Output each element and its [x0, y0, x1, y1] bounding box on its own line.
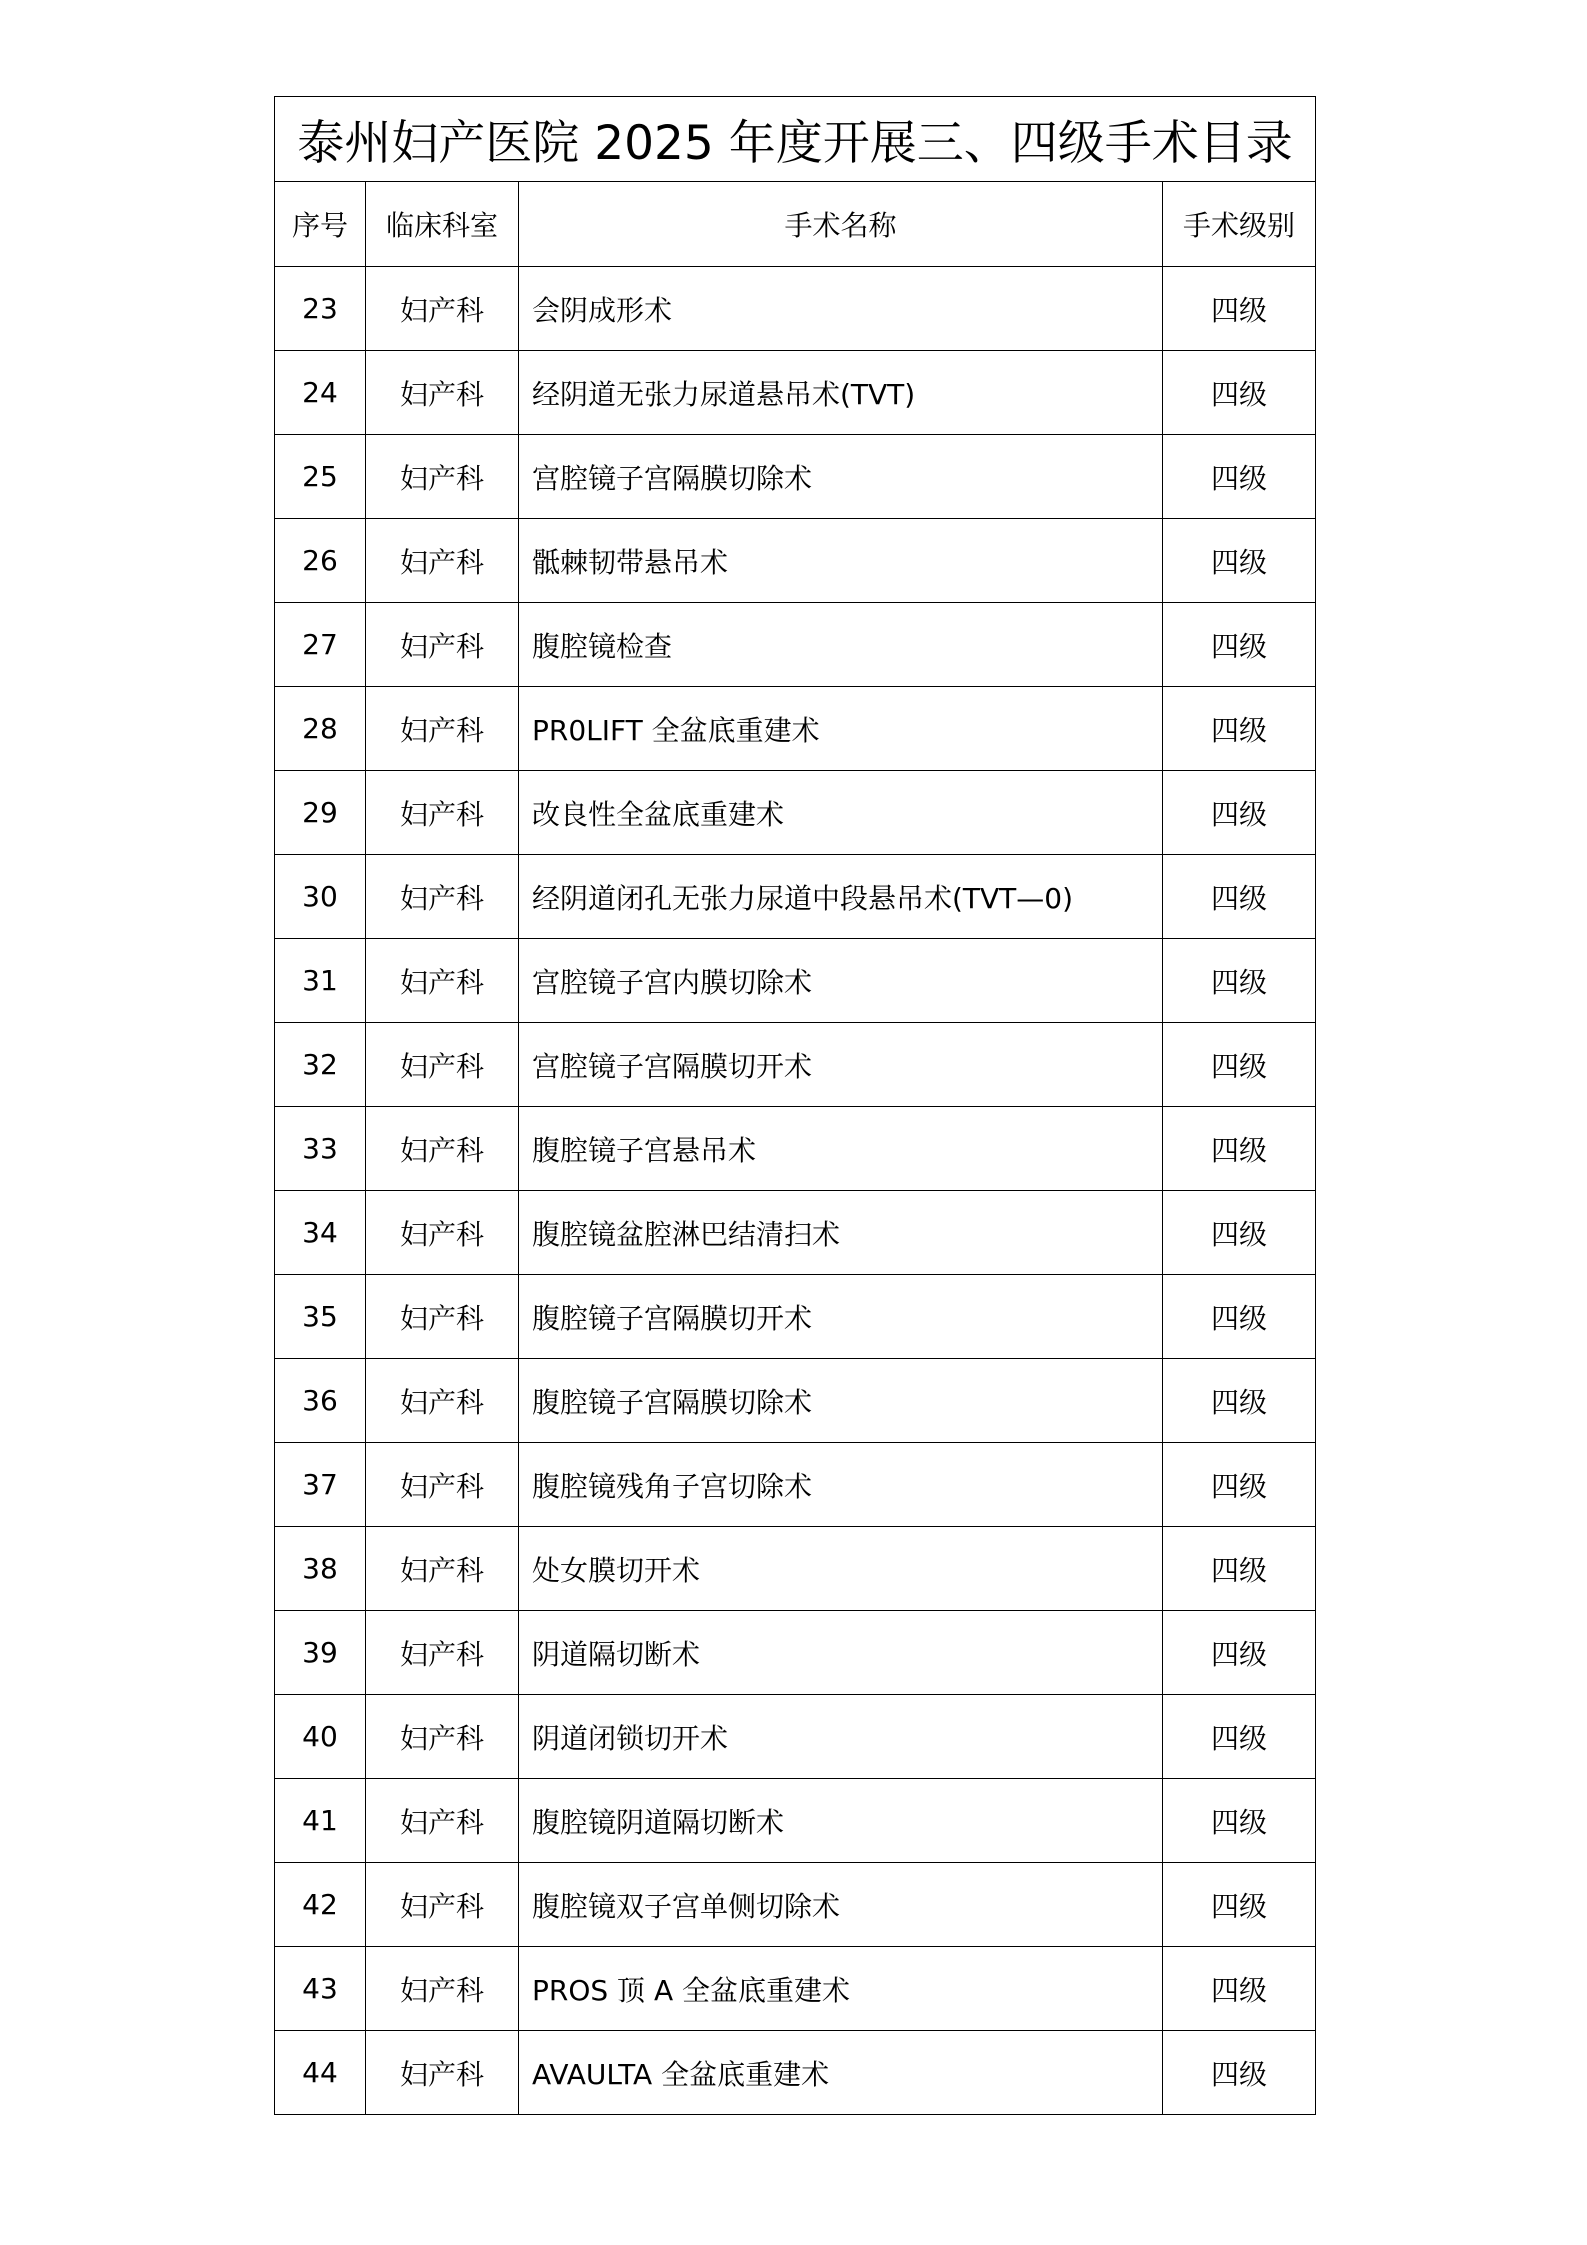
row-surgery-level: 四级 — [1163, 267, 1316, 351]
row-surgery-name: 会阴成形术 — [519, 267, 1163, 351]
row-number: 25 — [275, 435, 366, 519]
row-surgery-name: 宫腔镜子宫隔膜切除术 — [519, 435, 1163, 519]
row-department: 妇产科 — [366, 771, 519, 855]
row-surgery-level: 四级 — [1163, 687, 1316, 771]
table-row — [275, 939, 1316, 1023]
row-surgery-name: 阴道隔切断术 — [519, 1611, 1163, 1695]
row-surgery-level: 四级 — [1163, 1275, 1316, 1359]
row-surgery-level: 四级 — [1163, 1695, 1316, 1779]
table-row — [275, 2031, 1316, 2115]
table-row — [275, 1947, 1316, 2031]
row-number: 43 — [275, 1947, 366, 2031]
row-department: 妇产科 — [366, 1107, 519, 1191]
row-department: 妇产科 — [366, 1527, 519, 1611]
row-surgery-name: 腹腔镜子宫隔膜切除术 — [519, 1359, 1163, 1443]
row-department: 妇产科 — [366, 1695, 519, 1779]
table-row — [275, 351, 1316, 435]
table-row — [275, 435, 1316, 519]
row-department: 妇产科 — [366, 1779, 519, 1863]
row-surgery-level: 四级 — [1163, 1527, 1316, 1611]
row-surgery-level: 四级 — [1163, 1863, 1316, 1947]
row-department: 妇产科 — [366, 2031, 519, 2115]
row-surgery-level: 四级 — [1163, 771, 1316, 855]
row-department: 妇产科 — [366, 687, 519, 771]
row-surgery-level: 四级 — [1163, 519, 1316, 603]
row-number: 28 — [275, 687, 366, 771]
row-surgery-name: 宫腔镜子宫隔膜切开术 — [519, 1023, 1163, 1107]
row-department: 妇产科 — [366, 1023, 519, 1107]
row-number: 35 — [275, 1275, 366, 1359]
row-number: 41 — [275, 1779, 366, 1863]
table-row — [275, 1275, 1316, 1359]
row-number: 27 — [275, 603, 366, 687]
row-department: 妇产科 — [366, 435, 519, 519]
row-surgery-name: 宫腔镜子宫内膜切除术 — [519, 939, 1163, 1023]
row-surgery-name: 腹腔镜检查 — [519, 603, 1163, 687]
row-surgery-level: 四级 — [1163, 1779, 1316, 1863]
column-header-no: 序号 — [275, 182, 366, 267]
row-department: 妇产科 — [366, 939, 519, 1023]
row-surgery-name: 处女膜切开术 — [519, 1527, 1163, 1611]
row-surgery-level: 四级 — [1163, 1359, 1316, 1443]
row-surgery-name: 经阴道闭孔无张力尿道中段悬吊术(TVT—0) — [519, 855, 1163, 939]
row-surgery-level: 四级 — [1163, 939, 1316, 1023]
row-department: 妇产科 — [366, 1443, 519, 1527]
row-surgery-name: 腹腔镜残角子宫切除术 — [519, 1443, 1163, 1527]
row-surgery-name: PR0LIFT 全盆底重建术 — [519, 687, 1163, 771]
row-surgery-level: 四级 — [1163, 1191, 1316, 1275]
row-number: 44 — [275, 2031, 366, 2115]
row-department: 妇产科 — [366, 1191, 519, 1275]
table-row — [275, 1527, 1316, 1611]
row-surgery-name: 腹腔镜阴道隔切断术 — [519, 1779, 1163, 1863]
row-department: 妇产科 — [366, 1275, 519, 1359]
row-number: 24 — [275, 351, 366, 435]
row-department: 妇产科 — [366, 603, 519, 687]
row-number: 31 — [275, 939, 366, 1023]
table-row — [275, 1107, 1316, 1191]
row-surgery-level: 四级 — [1163, 1611, 1316, 1695]
table-row — [275, 1359, 1316, 1443]
table-row — [275, 1863, 1316, 1947]
row-number: 23 — [275, 267, 366, 351]
table-row — [275, 855, 1316, 939]
table-row — [275, 1443, 1316, 1527]
row-surgery-name: 阴道闭锁切开术 — [519, 1695, 1163, 1779]
row-surgery-name: 腹腔镜双子宫单侧切除术 — [519, 1863, 1163, 1947]
table-row — [275, 1695, 1316, 1779]
column-header-surgery-name: 手术名称 — [519, 182, 1163, 267]
row-surgery-name: 骶棘韧带悬吊术 — [519, 519, 1163, 603]
row-department: 妇产科 — [366, 519, 519, 603]
table-row — [275, 771, 1316, 855]
row-surgery-level: 四级 — [1163, 855, 1316, 939]
row-surgery-level: 四级 — [1163, 1443, 1316, 1527]
row-number: 30 — [275, 855, 366, 939]
row-department: 妇产科 — [366, 351, 519, 435]
row-surgery-name: PROS 顶 A 全盆底重建术 — [519, 1947, 1163, 2031]
surgery-catalog-table — [274, 96, 1316, 2115]
row-department: 妇产科 — [366, 855, 519, 939]
row-number: 33 — [275, 1107, 366, 1191]
table-row — [275, 1611, 1316, 1695]
row-department: 妇产科 — [366, 1359, 519, 1443]
row-surgery-level: 四级 — [1163, 1023, 1316, 1107]
row-surgery-level: 四级 — [1163, 351, 1316, 435]
table-row — [275, 603, 1316, 687]
table-row — [275, 267, 1316, 351]
row-surgery-level: 四级 — [1163, 603, 1316, 687]
document-title: 泰州妇产医院 2025 年度开展三、四级手术目录 — [275, 97, 1316, 182]
row-department: 妇产科 — [366, 1863, 519, 1947]
row-surgery-name: AVAULTA 全盆底重建术 — [519, 2031, 1163, 2115]
row-surgery-name: 腹腔镜子宫隔膜切开术 — [519, 1275, 1163, 1359]
row-number: 38 — [275, 1527, 366, 1611]
row-number: 32 — [275, 1023, 366, 1107]
table-row — [275, 1779, 1316, 1863]
row-number: 39 — [275, 1611, 366, 1695]
row-surgery-name: 腹腔镜盆腔淋巴结清扫术 — [519, 1191, 1163, 1275]
row-surgery-level: 四级 — [1163, 1947, 1316, 2031]
row-surgery-name: 经阴道无张力尿道悬吊术(TVT) — [519, 351, 1163, 435]
row-number: 26 — [275, 519, 366, 603]
table-row — [275, 519, 1316, 603]
row-department: 妇产科 — [366, 1611, 519, 1695]
row-department: 妇产科 — [366, 267, 519, 351]
row-number: 42 — [275, 1863, 366, 1947]
row-department: 妇产科 — [366, 1947, 519, 2031]
column-header-department: 临床科室 — [366, 182, 519, 267]
row-number: 36 — [275, 1359, 366, 1443]
table-header-row — [275, 182, 1316, 267]
row-number: 37 — [275, 1443, 366, 1527]
row-number: 29 — [275, 771, 366, 855]
row-surgery-level: 四级 — [1163, 1107, 1316, 1191]
table-row — [275, 1023, 1316, 1107]
row-surgery-name: 腹腔镜子宫悬吊术 — [519, 1107, 1163, 1191]
row-surgery-level: 四级 — [1163, 2031, 1316, 2115]
table-body — [275, 267, 1316, 2115]
row-surgery-level: 四级 — [1163, 435, 1316, 519]
row-number: 40 — [275, 1695, 366, 1779]
column-header-surgery-level: 手术级别 — [1163, 182, 1316, 267]
row-number: 34 — [275, 1191, 366, 1275]
table-row — [275, 687, 1316, 771]
table-row — [275, 1191, 1316, 1275]
row-surgery-name: 改良性全盆底重建术 — [519, 771, 1163, 855]
